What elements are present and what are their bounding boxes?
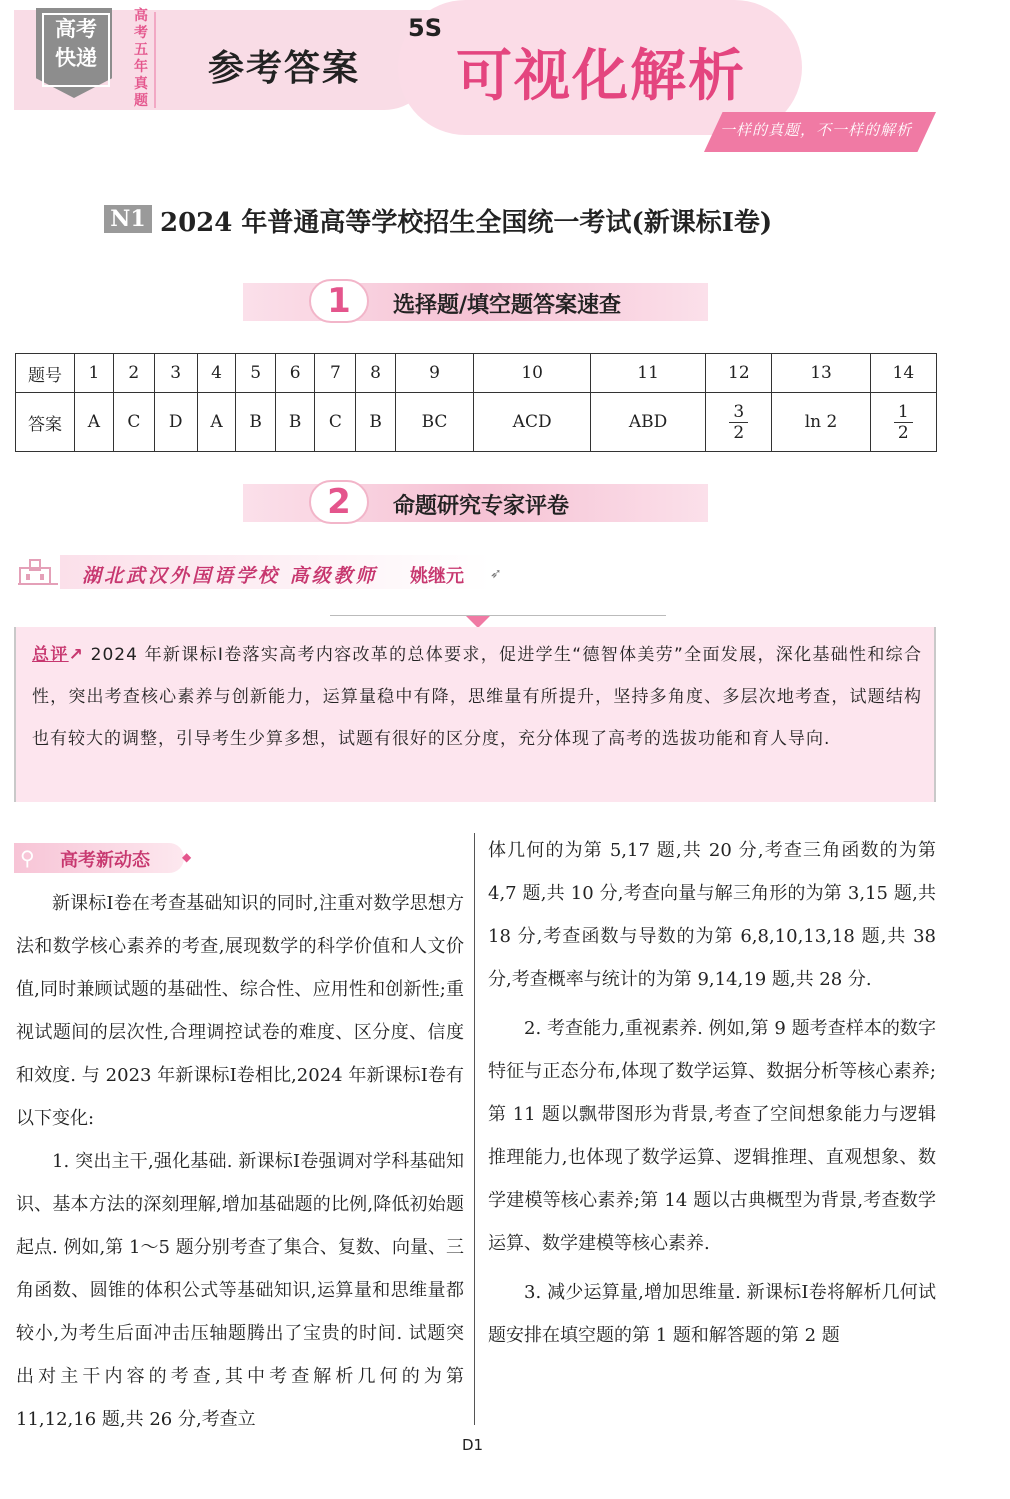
header-divider <box>154 12 156 108</box>
fraction-numerator: 3 <box>729 402 748 423</box>
q-cell: 5 <box>236 354 275 393</box>
arrow-icon: ↗ <box>68 645 84 665</box>
summary-label: 总评 <box>32 645 69 665</box>
q-cell: 14 <box>870 354 936 393</box>
q-cell: 1 <box>75 354 114 393</box>
logo-line1: 高考 <box>55 17 97 41</box>
paragraph: 新课标Ⅰ卷在考查基础知识的同时,注重对数学思想方法和数学核心素养的考查,展现数学的科学价值和人文价值,同时兼顾试题的基础性、综合性、应用性和创新性;重视试题间的层次性,合理调控试卷的难度、区分度、信度和效度. 与 2023 年新课标Ⅰ卷相比,2024 年新课标Ⅰ卷有以下变化: <box>16 893 464 1129</box>
section1-title: 选择题/填空题答案速查 <box>393 293 622 318</box>
logo-subtitle: 高考五年真题 <box>134 8 148 109</box>
section2-number: 2 <box>309 480 369 524</box>
answer-header: 答案 <box>16 393 75 452</box>
q-cell: 3 <box>154 354 197 393</box>
answer-table <box>15 353 937 452</box>
paragraph: 1. 突出主干,强化基础. 新课标Ⅰ卷强调对学科基础知识、基本方法的深刻理解,增加基础题的比例,降低初始题起点. 例如,第 1～5 题分别考查了集合、复数、向量、三角函数、圆锥的体积公式等基础知识,运算量和思维量都较小,为考生后面冲击压轴题腾出了宝贵的时间. 试题突出对主干内容的考查,其中考查解析几何的为第 11,12,16 题,共 26 分,考查立 <box>16 1151 464 1430</box>
author-org: 湖北武汉外国语学校 高级教师 <box>82 565 378 587</box>
q-cell: 11 <box>591 354 706 393</box>
summary-text-block <box>32 634 922 760</box>
a-cell: B <box>275 393 314 452</box>
paragraph: 2. 考查能力,重视素养. 例如,第 9 题考查样本的数字特征与正态分布,体现了数学运算、数据分析等核心素养;第 11 题以飘带图形为背景,考查了空间想象能力与逻辑推理能力,也体现了数学运算、逻辑推理、直观想象、数学建模等核心素养;第 14 题以古典概型为背景,考查数学运算、数学建模等核心素养. <box>488 1018 936 1254</box>
answer-row <box>16 393 937 452</box>
q-cell: 8 <box>356 354 395 393</box>
dynamics-title: 高考新动态 <box>60 850 150 871</box>
slogan: 一样的真题，不一样的解析 <box>720 121 913 139</box>
a-cell: C <box>315 393 356 452</box>
q-cell: 13 <box>772 354 870 393</box>
section1-banner <box>243 283 708 321</box>
a-cell: ln 2 <box>772 393 870 452</box>
fraction <box>894 402 913 443</box>
question-header: 题号 <box>16 354 75 393</box>
a-cell-fraction <box>706 393 772 452</box>
q-cell: 9 <box>395 354 473 393</box>
fraction-denominator: 2 <box>733 422 745 443</box>
a-cell: D <box>154 393 197 452</box>
right-column <box>488 829 936 1357</box>
author-name: 姚继元 <box>410 566 464 587</box>
q-cell: 2 <box>113 354 154 393</box>
summary-text: 2024 年新课标Ⅰ卷落实高考内容改革的总体要求，促进学生“德智体美劳”全面发展，深化基础性和综合性，突出考查核心素养与创新能力，运算量稳中有降，思维量有所提升，坚持多角度、多层次地考查，试题结构也有较大的调整，引导考生少算多想，试题有很好的区分度，充分体现了高考的选拔功能和育人导向. <box>32 645 923 749</box>
fraction-denominator: 2 <box>897 422 909 443</box>
diamond-icon: ◆ <box>182 850 192 864</box>
a-cell: ABD <box>591 393 706 452</box>
q-cell: 10 <box>474 354 591 393</box>
q-cell: 7 <box>315 354 356 393</box>
brand-5s: 5S <box>408 14 442 42</box>
a-cell: B <box>356 393 395 452</box>
q-cell: 12 <box>706 354 772 393</box>
page-number: D1 <box>462 1436 484 1454</box>
paragraph: 体几何的为第 5,17 题,共 20 分,考查三角函数的为第 4,7 题,共 10 分,考查向量与解三角形的为第 3,15 题,共 18 分,考查函数与导数的为第 6,8,10,13,18 题,共 38 分,考查概率与统计的为第 9,14,19 题,共 28 分. <box>488 840 936 990</box>
quill-icon: ➶ <box>490 566 502 582</box>
answer-title: 参考答案 <box>208 48 361 89</box>
a-cell-fraction <box>870 393 936 452</box>
a-cell: B <box>236 393 275 452</box>
left-column <box>16 882 464 1441</box>
section2-title: 命题研究专家评卷 <box>393 494 570 519</box>
fraction-numerator: 1 <box>894 402 913 423</box>
section2-banner <box>243 484 708 522</box>
telescope-icon: ⚲ <box>20 846 35 870</box>
exam-title: 2024 年普通高等学校招生全国统一考试(新课标Ⅰ卷) <box>160 208 773 238</box>
q-cell: 4 <box>197 354 236 393</box>
a-cell: A <box>75 393 114 452</box>
visual-title: 可视化解析 <box>456 44 746 109</box>
a-cell: C <box>113 393 154 452</box>
exam-code-badge: N1 <box>104 205 152 233</box>
question-row <box>16 354 937 393</box>
divider <box>330 615 666 616</box>
column-divider <box>474 833 475 1425</box>
fraction <box>729 402 748 443</box>
logo <box>42 13 110 87</box>
a-cell: BC <box>395 393 473 452</box>
school-building-icon <box>18 556 58 586</box>
paragraph: 3. 减少运算量,增加思维量. 新课标Ⅰ卷将解析几何试题安排在填空题的第 1 题和解答题的第 2 题 <box>488 1282 936 1346</box>
q-cell: 6 <box>275 354 314 393</box>
section1-number: 1 <box>309 279 369 323</box>
a-cell: ACD <box>474 393 591 452</box>
a-cell: A <box>197 393 236 452</box>
logo-line2: 快递 <box>55 46 97 70</box>
